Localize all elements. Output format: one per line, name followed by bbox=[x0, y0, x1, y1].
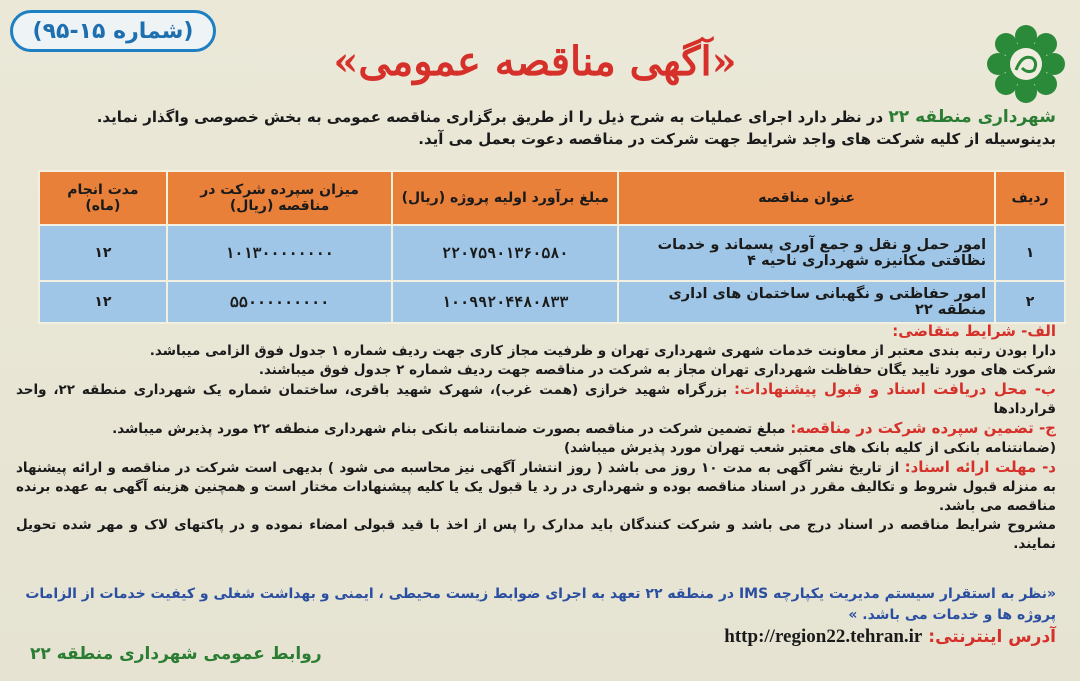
cell-tender-title: امور حفاظتی و نگهبانی ساختمان های اداری منطقه ۲۲ bbox=[618, 281, 995, 323]
tender-table bbox=[38, 170, 1066, 324]
cell-deposit-amount: ۱۰۱۳۰۰۰۰۰۰۰۰ bbox=[167, 225, 393, 281]
header-duration: مدت انجام (ماه) bbox=[39, 171, 167, 225]
section-c-text: مبلغ تضمین شرکت در مناقصه بصورت ضمانتنامه بانکی بنام شهرداری منطقه ۲۲ مورد پذیرش میباشد. bbox=[112, 421, 786, 437]
tehran-municipality-logo bbox=[986, 24, 1066, 104]
section-a-line-2: شرکت های مورد تایید یگان حفاظت شهرداری تهران مجاز به شرکت در مناقصه جهت ردیف شماره ۲ جدول فوق میباشند. bbox=[258, 362, 1056, 378]
cell-duration: ۱۲ bbox=[39, 225, 167, 281]
cell-duration: ۱۲ bbox=[39, 281, 167, 323]
ims-notice: «نظر به استقرار سیستم مدیریت یکپارچه IMS در منطقه ۲۲ تعهد به اجرای ضوابط زیست محیطی ، ایمنی و بهداشت شغلی و کیفیت خدمات از الزامات پروژه ها و خدمات می باشد. » bbox=[25, 586, 1056, 623]
cell-deposit-amount: ۵۵۰۰۰۰۰۰۰۰۰ bbox=[167, 281, 393, 323]
table-row bbox=[39, 225, 1065, 281]
intro-text-1: در نظر دارد اجرای عملیات به شرح ذیل را از طریق برگزاری مناقصه عمومی به بخش خصوصی واگذار نماید. bbox=[96, 108, 884, 126]
cell-row-number: ۲ bbox=[995, 281, 1065, 323]
section-a-line-1: دارا بودن رتبه بندی معتبر از معاونت خدمات شهری شهرداری تهران و ظرفیت مجاز کاری جهت ردیف شماره ۱ جدول فوق الزامی میباشد. bbox=[149, 343, 1056, 359]
section-b-heading: ب- محل دریافت اسناد و قبول پیشنهادات: bbox=[734, 380, 1057, 398]
cell-estimated-amount: ۲۲۰۷۵۹۰۱۳۶۰۵۸۰ bbox=[392, 225, 618, 281]
table-row bbox=[39, 281, 1065, 323]
header-row-number: ردیف bbox=[995, 171, 1065, 225]
header-deposit-amount: میزان سپرده شرکت در مناقصه (ریال) bbox=[167, 171, 393, 225]
conditions-section bbox=[16, 322, 1056, 554]
section-c-heading: ج- تضمین سپرده شرکت در مناقصه: bbox=[790, 419, 1056, 437]
cell-tender-title: امور حمل و نقل و جمع آوری پسماند و خدمات نظافتی مکانیزه شهرداری ناحیه ۴ bbox=[618, 225, 995, 281]
section-d-text-2: مشروح شرایط مناقصه در اسناد درج می باشد و شرکت کنندگان باید مدارک را پس از اخذ با قید قبولی امضاء نموده و در پاکتهای لاک و مهر شده تحویل نمایند. bbox=[16, 517, 1056, 552]
cell-estimated-amount: ۱۰۰۹۹۲۰۴۴۸۰۸۳۳ bbox=[392, 281, 618, 323]
table-header-row bbox=[39, 171, 1065, 225]
section-b-text: بزرگراه شهید خرازی (همت غرب)، شهرک شهید باقری، ساختمان شماره یک شهرداری منطقه ۲۲، واحد قراردادها bbox=[16, 382, 1056, 417]
issue-number-badge: (شماره ۱۵-۹۵) bbox=[10, 10, 216, 52]
address-label: آدرس اینترنتی: bbox=[928, 627, 1056, 647]
header-estimated-amount: مبلغ برآورد اولیه پروژه (ریال) bbox=[392, 171, 618, 225]
page-title: «آگهی مناقصه عمومی» bbox=[333, 38, 737, 85]
header-tender-title: عنوان مناقصه bbox=[618, 171, 995, 225]
intro-text-2: بدینوسیله از کلیه شرکت های واجد شرایط جهت شرکت در مناقصه دعوت بعمل می آید. bbox=[418, 130, 1056, 148]
section-a-heading: الف- شرایط متقاضی: bbox=[892, 322, 1056, 340]
section-d-text: از تاریخ نشر آگهی به مدت ۱۰ روز می باشد ( روز انتشار آگهی نیز محاسبه می شود ) بدیهی است شرکت در مناقصه و ارائه پیشنهاد به منزله قبول شروط و تکالیف مقرر در اسناد مناقصه بوده و شهرداری در رد یا قبول یک یا کلیه پیشنهادات مختار است و همچنین هزینه آگهی به عهده برنده مناقصه می باشد. bbox=[16, 460, 1056, 514]
organization-name: شهرداری منطقه ۲۲ bbox=[888, 107, 1056, 127]
intro-paragraph bbox=[16, 106, 1056, 150]
cell-row-number: ۱ bbox=[995, 225, 1065, 281]
public-relations-signature: روابط عمومی شهرداری منطقه ۲۲ bbox=[30, 644, 322, 664]
section-c-note: (ضمانتنامه بانکی از کلیه بانک های معتبر شعب تهران مورد پذیرش میباشد) bbox=[563, 440, 1056, 456]
website-address bbox=[636, 626, 1056, 648]
section-d-heading: د- مهلت ارائه اسناد: bbox=[904, 458, 1057, 476]
website-link[interactable]: http://region22.tehran.ir bbox=[724, 626, 923, 647]
